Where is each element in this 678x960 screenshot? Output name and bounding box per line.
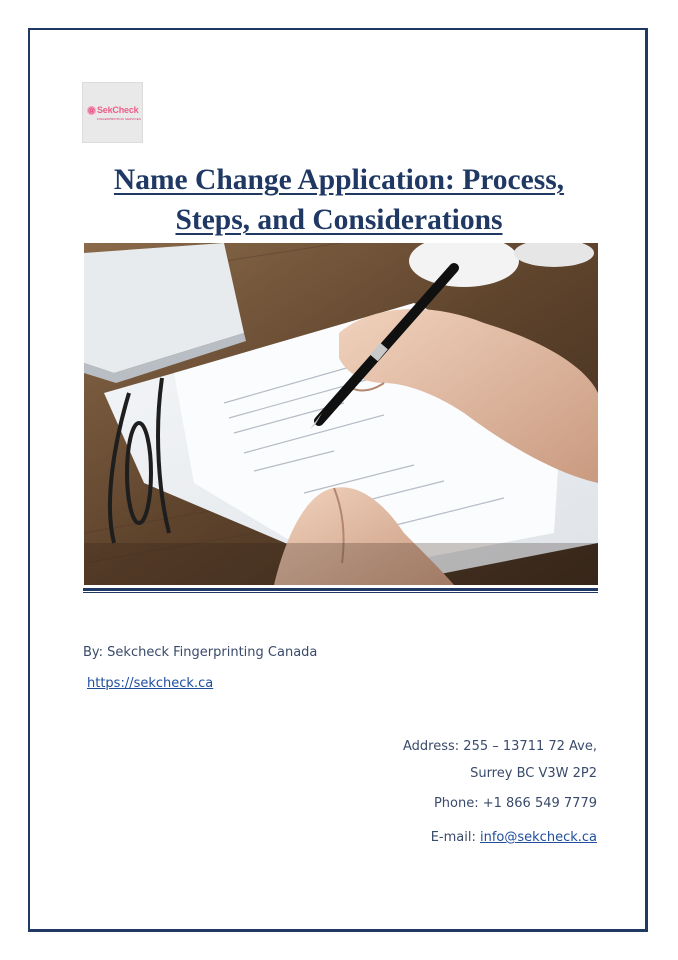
logo-tagline: FINGERPRINTING SERVICES [97, 117, 141, 121]
website-link[interactable]: https://sekcheck.ca [87, 676, 214, 691]
fingerprint-icon [86, 105, 97, 116]
email-label: E-mail: [430, 830, 480, 845]
company-logo [82, 82, 143, 143]
title-line-2: Steps, and Considerations [175, 204, 503, 236]
section-divider [83, 588, 598, 591]
author-byline: By: Sekcheck Fingerprinting Canada [83, 645, 318, 660]
section-divider-thin [83, 592, 598, 593]
title-line-1: Name Change Application: Process, [113, 164, 565, 196]
email-line [431, 830, 597, 845]
logo-brand-text: SekCheck [97, 105, 139, 115]
hero-illustration [84, 243, 598, 585]
address-line-1: Address: 255 – 13711 72 Ave, [403, 739, 597, 754]
hero-image [84, 243, 598, 585]
email-link[interactable]: info@sekcheck.ca [480, 830, 597, 845]
address-line-2: Surrey BC V3W 2P2 [470, 766, 597, 781]
phone-number: Phone: +1 866 549 7779 [433, 796, 597, 811]
document-title [70, 160, 608, 240]
